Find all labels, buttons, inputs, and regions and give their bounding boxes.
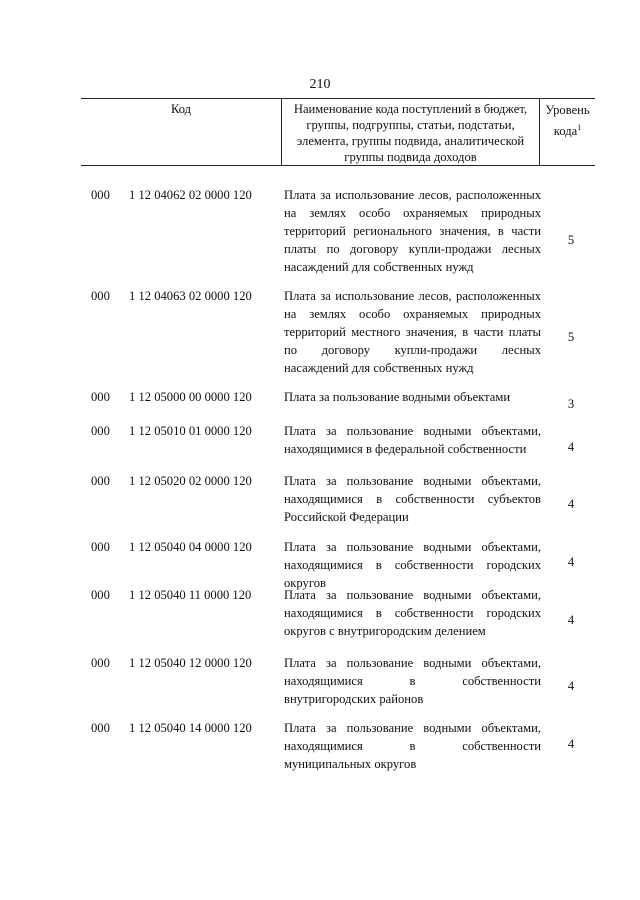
admin-code: 000	[91, 424, 110, 438]
revenue-name: Плата за пользование водными объектами, находящимися в собственности муниципальных округов	[284, 721, 541, 771]
header-code: Код	[170, 102, 192, 116]
level-value: 4	[567, 439, 575, 454]
level-value: 4	[567, 496, 575, 511]
header-level-label: Уровень кода	[545, 103, 590, 138]
level-value: 3	[567, 396, 575, 411]
revenue-code: 1 12 05010 01 0000 120	[129, 424, 252, 438]
revenue-name: Плата за пользование водными объектами, находящимися в собственности городских округов	[284, 540, 541, 590]
table-header	[81, 98, 595, 166]
header-level-footnote-mark: 1	[577, 123, 582, 132]
header-name: Наименование кода поступлений в бюджет, группы, подгруппы, статьи, подстатьи, элемента, группы подвида, аналитической группы подвида доходов	[281, 99, 539, 165]
revenue-code: 1 12 05040 12 0000 120	[129, 656, 252, 670]
table-row	[81, 586, 595, 654]
admin-code: 000	[91, 540, 110, 554]
admin-code: 000	[91, 656, 110, 670]
table-row	[81, 287, 595, 387]
revenue-name: Плата за пользование водными объектами, находящимися в собственности внутригородских районов	[284, 656, 541, 706]
revenue-code: 1 12 05000 00 0000 120	[129, 390, 252, 404]
level-value: 5	[567, 232, 575, 247]
level-value: 4	[567, 554, 575, 569]
level-value: 5	[567, 329, 575, 344]
revenue-code: 1 12 05040 04 0000 120	[129, 540, 252, 554]
revenue-name: Плата за использование лесов, расположенных на землях особо охраняемых природных территорий местного значения, в части платы по договору купли-продажи лесных насаждений для собственных нужд	[284, 289, 541, 375]
revenue-name: Плата за пользование водными объектами, находящимися в собственности городских округов с внутригородским делением	[284, 588, 541, 638]
level-value: 4	[567, 678, 575, 693]
level-value: 4	[567, 612, 575, 627]
admin-code: 000	[91, 588, 110, 602]
page-number: 210	[309, 77, 331, 92]
header-level	[539, 99, 595, 165]
admin-code: 000	[91, 188, 110, 202]
table-row	[81, 472, 595, 536]
revenue-name: Плата за использование лесов, расположенных на землях особо охраняемых природных территорий регионального значения, в части платы по договору купли-продажи лесных насаждений для собственных нужд	[284, 188, 541, 274]
revenue-code: 1 12 05040 11 0000 120	[129, 588, 252, 602]
table-row	[81, 186, 595, 294]
revenue-code: 1 12 04063 02 0000 120	[129, 289, 252, 303]
table-row	[81, 654, 595, 718]
table-row	[81, 719, 595, 769]
table-row	[81, 388, 595, 420]
admin-code: 000	[91, 289, 110, 303]
admin-code: 000	[91, 390, 110, 404]
revenue-name: Плата за пользование водными объектами, находящимися в федеральной собственности	[284, 424, 541, 456]
admin-code: 000	[91, 474, 110, 488]
table-row	[81, 538, 595, 590]
revenue-name: Плата за пользование водными объектами, находящимися в собственности субъектов Российской Федерации	[284, 474, 541, 524]
revenue-code: 1 12 05040 14 0000 120	[129, 721, 252, 735]
revenue-code: 1 12 04062 02 0000 120	[129, 188, 252, 202]
revenue-code: 1 12 05020 02 0000 120	[129, 474, 252, 488]
admin-code: 000	[91, 721, 110, 735]
revenue-name: Плата за пользование водными объектами	[284, 390, 511, 404]
level-value: 4	[567, 736, 575, 751]
table-row	[81, 422, 595, 472]
